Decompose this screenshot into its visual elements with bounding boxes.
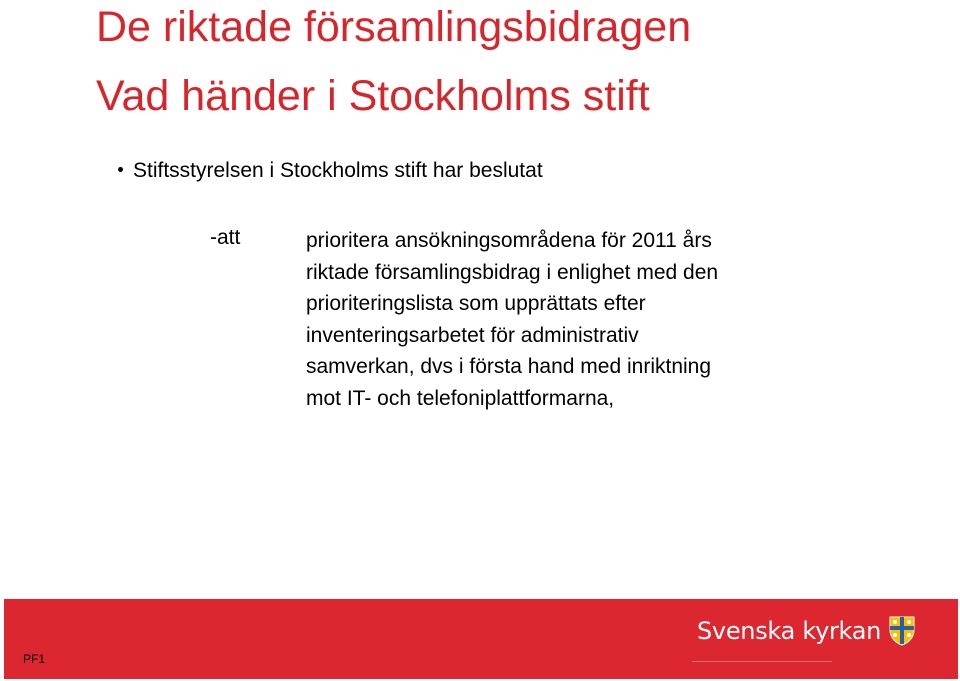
slide-title-line-1: De riktade församlingsbidragen — [96, 3, 692, 51]
bullet-dot-icon — [118, 167, 123, 172]
body-line: samverkan, dvs i första hand med inriktning — [306, 355, 712, 378]
att-label: -att — [210, 226, 241, 249]
body-line: riktade församlingsbidrag i enlighet med den — [306, 260, 719, 284]
logo-divider — [692, 661, 832, 662]
church-shield-icon — [889, 616, 915, 646]
logo-text: Svenska kyrkan — [697, 617, 882, 645]
body-paragraph — [306, 225, 866, 414]
body-line: prioriteringslista som upprättats efter — [306, 292, 646, 315]
body-line: mot IT- och telefoniplattformarna, — [306, 386, 615, 410]
footer-label: PF1 — [23, 652, 46, 666]
body-line: inventeringsarbetet för administrativ — [306, 323, 639, 347]
bullet-item — [118, 158, 543, 184]
bullet-text: Stiftsstyrelsen i Stockholms stift har beslutat — [133, 159, 543, 182]
body-line: prioritera ansökningsområdena för 2011 års — [306, 229, 712, 252]
svenska-kyrkan-logo — [697, 611, 915, 651]
slide-title-line-2: Vad händer i Stockholms stift — [96, 72, 650, 120]
